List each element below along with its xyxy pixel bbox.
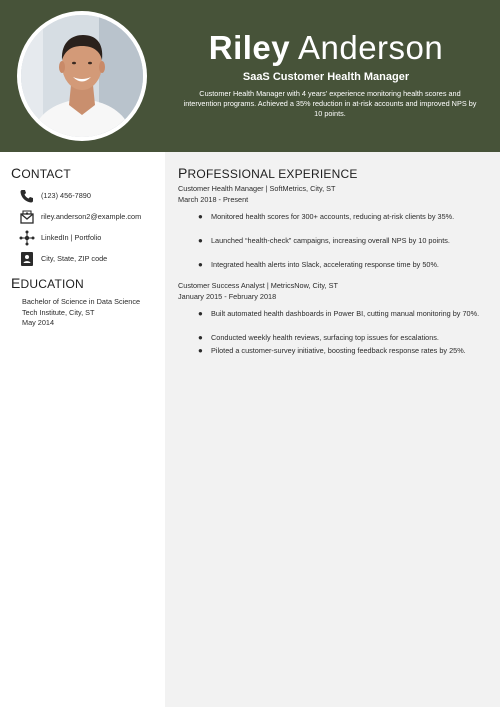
job-bullet: ● Launched “health-check” campaigns, increasing overall NPS by 10 points.: [198, 236, 450, 245]
education-school: Tech Institute, City, ST: [22, 307, 95, 317]
candidate-name: [165, 28, 487, 68]
job-bullet: ● Built automated health dashboards in Power BI, cutting manual monitoring by 70%.: [198, 309, 480, 318]
job-bullet: ● Monitored health scores for 300+ accounts, reducing at-risk clients by 35%.: [198, 212, 455, 221]
links-text: LinkedIn | Portfolio: [41, 233, 102, 242]
phone-icon: [19, 188, 35, 204]
bullet-dot: ●: [198, 212, 203, 221]
job-dates: March 2018 - Present: [178, 194, 249, 204]
bullet-dot: ●: [198, 260, 203, 269]
experience-heading: PROFESSIONAL EXPERIENCE: [178, 165, 358, 181]
contact-heading: CONTACT: [11, 165, 71, 181]
location-badge-icon: [19, 251, 35, 267]
bullet-dot: ●: [198, 309, 203, 318]
location-text: City, State, ZIP code: [41, 254, 108, 263]
network-icon: [19, 230, 35, 246]
first-name: Riley: [208, 29, 291, 66]
education-date: May 2014: [22, 318, 55, 327]
email-icon: [19, 209, 35, 225]
job-bullet: ● Conducted weekly health reviews, surfacing top issues for escalations.: [198, 333, 439, 342]
bullet-dot: ●: [198, 333, 203, 342]
phone-text: (123) 456-7890: [41, 191, 91, 200]
education-degree: Bachelor of Science in Data Science: [22, 297, 141, 306]
email-text: riley.anderson2@example.com: [41, 212, 142, 221]
job-role: Customer Health Manager | SoftMetrics, City, ST: [178, 184, 336, 193]
headline-title: SaaS Customer Health Manager: [242, 71, 410, 83]
profile-summary: Customer Health Manager with 4 years' experience monitoring health scores and intervention programs. Achieved a 35% reduction in at-risk accounts and improved NPS by 10 points.: [183, 89, 477, 119]
bullet-dot: ●: [198, 346, 203, 355]
job-bullet: ● Integrated health alerts into Slack, accelerating response time by 50%.: [198, 260, 439, 269]
last-name: Anderson: [297, 29, 444, 66]
profile-photo: [21, 15, 143, 137]
education-heading: EDUCATION: [11, 275, 84, 291]
job-dates: January 2015 - February 2018: [178, 291, 277, 301]
job-role: Customer Success Analyst | MetricsNow, City, ST: [178, 281, 338, 290]
profile-photo-frame: [17, 11, 147, 141]
job-bullet: ● Piloted a customer-survey initiative, boosting feedback response rates by 25%.: [198, 346, 466, 355]
bullet-dot: ●: [198, 236, 203, 245]
